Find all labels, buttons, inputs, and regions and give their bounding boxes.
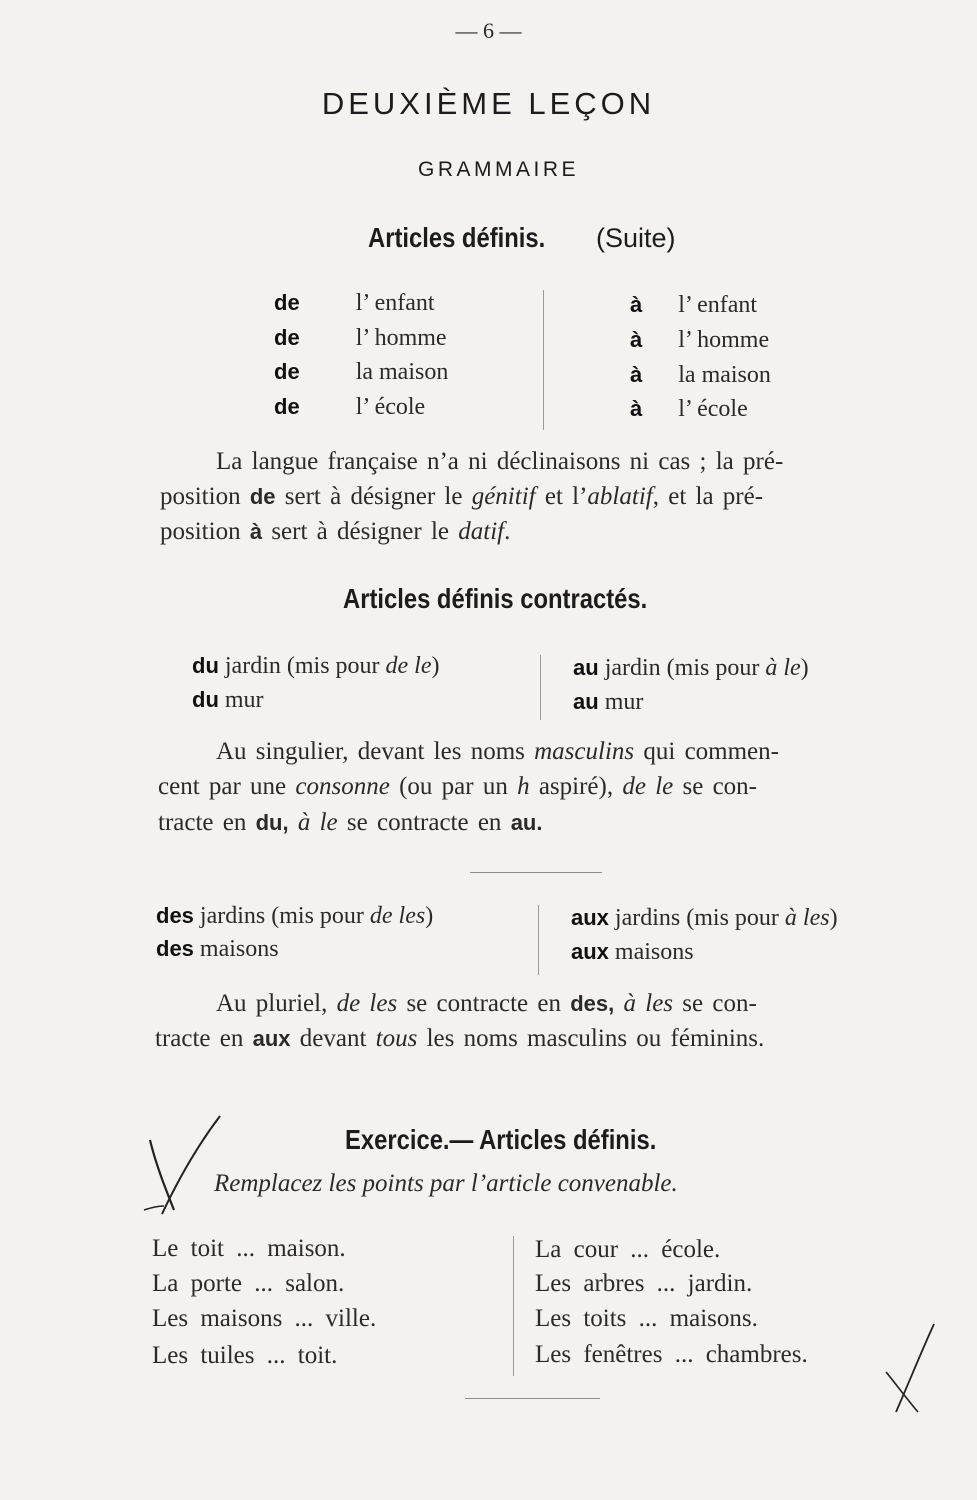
row-text: la maison [355, 359, 449, 385]
section1-divider [543, 290, 544, 430]
page-number: — 6 — [455, 18, 522, 43]
section2-divider [540, 655, 541, 720]
row-text: l’ école [355, 394, 426, 420]
section1-heading-bold: Articles définis. [368, 222, 546, 253]
paragraph-line: position de sert à désigner le génitif et l’ablatif, et la pré- [160, 483, 764, 510]
section2-left-row: du jardin (mis pour de le) [192, 653, 440, 679]
section3-left-row: des jardins (mis pour de les) [156, 903, 434, 929]
exercise-left-item: La porte ... salon. [152, 1270, 345, 1297]
section2-heading: Articles définis contractés. [343, 583, 648, 614]
row-text: l’ enfant [678, 292, 758, 318]
separator-rule [470, 872, 602, 873]
section3-divider [538, 905, 539, 975]
lesson-title: DEUXIÈME LEÇON [321, 86, 656, 121]
bottom-rule [465, 1398, 600, 1399]
section3-left-row: des maisons [156, 936, 279, 962]
article-a: à [630, 362, 643, 387]
article-de: de [274, 359, 300, 384]
section3-right-row: aux maisons [571, 939, 694, 965]
paragraph-line: tracte en aux devant tous les noms masculins ou féminins. [155, 1025, 765, 1052]
section1-right-row [630, 292, 757, 319]
paragraph-line: Au singulier, devant les noms masculins qui commen- [216, 738, 779, 765]
handwritten-check-mark [128, 1110, 228, 1220]
row-text: la maison [678, 362, 771, 388]
section3-right-row: aux jardins (mis pour à les) [571, 905, 838, 931]
exercise-right-item: Les fenêtres ... chambres. [535, 1341, 808, 1368]
exercise-right-item: Les toits ... maisons. [535, 1305, 758, 1332]
section1-heading [368, 222, 676, 255]
paragraph-line: tracte en du, à le se contracte en au. [158, 809, 543, 836]
section1-right-row [630, 396, 748, 423]
paragraph-line: position à sert à désigner le datif. [160, 518, 511, 545]
paragraph-line: cent par une consonne (ou par un h aspiré), de le se con- [158, 773, 757, 800]
section1-right-row [630, 362, 771, 389]
article-de: de [274, 325, 300, 350]
exercise-heading: Exercice.— Articles définis. [345, 1124, 657, 1155]
row-text: l’ école [678, 396, 748, 422]
section1-left-row [274, 394, 425, 421]
handwritten-cross-mark [872, 1320, 952, 1420]
exercise-left-item: Les tuiles ... toit. [152, 1342, 338, 1369]
article-a: à [630, 292, 643, 317]
exercise-right-item: La cour ... école. [535, 1236, 721, 1263]
exercise-left-item: Le toit ... maison. [152, 1235, 346, 1262]
exercise-instruction: Remplacez les points par l’article convenable. [214, 1170, 678, 1197]
article-de: de [274, 394, 300, 419]
article-de: de [274, 290, 300, 315]
section1-heading-suite: (Suite) [596, 223, 676, 253]
exercise-right-item: Les arbres ... jardin. [535, 1270, 753, 1297]
section1-left-row [274, 359, 448, 386]
section1-left-row [274, 325, 447, 352]
row-text: l’ homme [678, 327, 770, 353]
section1-right-row [630, 327, 769, 354]
article-a: à [630, 327, 643, 352]
section2-left-row: du mur [192, 687, 264, 713]
grammar-subtitle: GRAMMAIRE [417, 158, 579, 181]
section2-right-row: au mur [573, 689, 644, 715]
row-text: l’ enfant [355, 290, 435, 316]
exercise-left-item: Les maisons ... ville. [152, 1305, 377, 1332]
row-text: l’ homme [355, 325, 447, 351]
paragraph-line: La langue française n’a ni déclinaisons ni cas ; la pré- [216, 448, 784, 475]
exercise-divider [513, 1236, 514, 1376]
section2-right-row: au jardin (mis pour à le) [573, 655, 809, 681]
section1-left-row [274, 290, 435, 317]
paragraph-line: Au pluriel, de les se contracte en des, à les se con- [216, 990, 757, 1017]
article-a: à [630, 396, 643, 421]
